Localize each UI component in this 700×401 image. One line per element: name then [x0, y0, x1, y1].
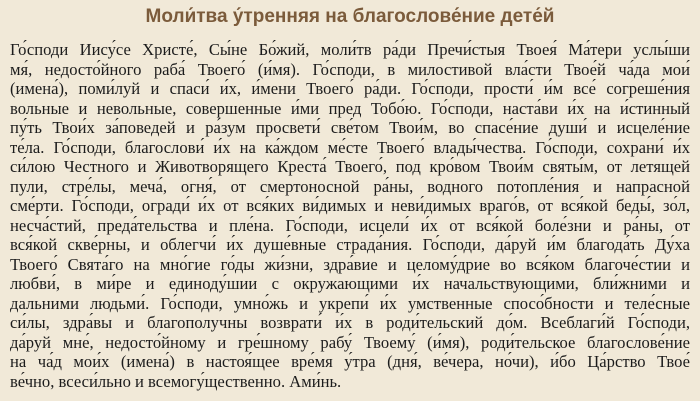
prayer-line: любви́, в ми́ре и единоду́шии с окружающими и́х начальствующими, бли́жними и: [10, 274, 690, 293]
prayer-line: ве́чно, всеси́льно и всемогу́щественно. Ами́нь.: [10, 371, 342, 391]
prayer-line: те́ла. Го́споди, благослови́ и́х на ка́ждом ме́сте Твоего́ влады́чества. Го́споди, сохрани́ и́х: [10, 137, 690, 157]
prayer-line: на ча́д мои́х (имена́) в настоя́щее вре́мя у́тра (дня́, ве́чера, но́чи), и́бо Ца́рство Твое́: [10, 352, 690, 371]
prayer-line: несча́стий, преда́тельства и пле́на. Го́споди, исцели́ и́х от вся́кой боле́зни и ра́ны, от: [10, 215, 690, 235]
prayer-line: пу́ть Твои́х за́поведей и ра́зум просвети́ све́том Твои́м, во спасе́ние души́ и исцеле́ние: [10, 118, 690, 137]
prayer-line: си́лы, здра́вы и благополучны возврати́ и́х в роди́тельский до́м. Всеблаги́й Го́споди,: [10, 313, 690, 332]
prayer-text: [10, 40, 690, 391]
prayer-line: вольные и невольные, совершенные и́ми пред Тобо́ю. Го́споди, наста́ви и́х на и́стинный: [10, 98, 690, 118]
prayer-title: Моли́тва у́тренняя на благослове́ние дете́й: [145, 6, 555, 27]
prayer-line: дальними людьми́. Го́споди, умно́жь и укрепи́ и́х умственные спосо́бности и теле́сные: [10, 293, 690, 313]
prayer-line: мя́, недосто́йного раба́ Твоего́ (и́мя). Го́споди, в милостивой вла́сти Твое́й ча́да мои́: [10, 59, 690, 79]
prayer-line: Твоего́ Свята́го на мно́гие го́ды жи́зни, здра́вие и целому́дрие во вся́ком благоче́стии и: [10, 254, 690, 274]
prayer-line: сме́рти. Го́споди, огради́ и́х от вся́ких ви́димых и неви́димых враго́в, от вся́кой беды́, зо́л,: [10, 196, 690, 215]
prayer-line: пули, стре́лы, меча́, огня́, от смертоносной ра́ны, водного потопле́ния и напрасной: [10, 176, 690, 196]
prayer-line: си́лою Честного и Животворящего Креста́ Твоего́, под кро́вом Твои́м святы́м, от летящей: [10, 157, 690, 176]
prayer-line: вся́кой скве́рны, и облегчи́ и́х душе́вные страда́ния. Го́споди, да́руй и́м благода́ть Ду́ха: [10, 235, 690, 254]
prayer-line: да́руй мне́, недосто́йному и гре́шному рабу́ Твоему́ (и́мя), роди́тельское благослове́ние: [10, 332, 690, 352]
prayer-line: (имена́), поми́луй и спаси́ и́х, и́мени Твоего́ ра́ди. Го́споди, прости́ и́м все́ согреше́ния: [10, 79, 690, 98]
prayer-line: Го́споди Иису́се Христе́, Сы́не Бо́жий, моли́тв ра́ди Пречи́стыя Твоея́ Ма́тери услы́ши: [10, 40, 690, 59]
